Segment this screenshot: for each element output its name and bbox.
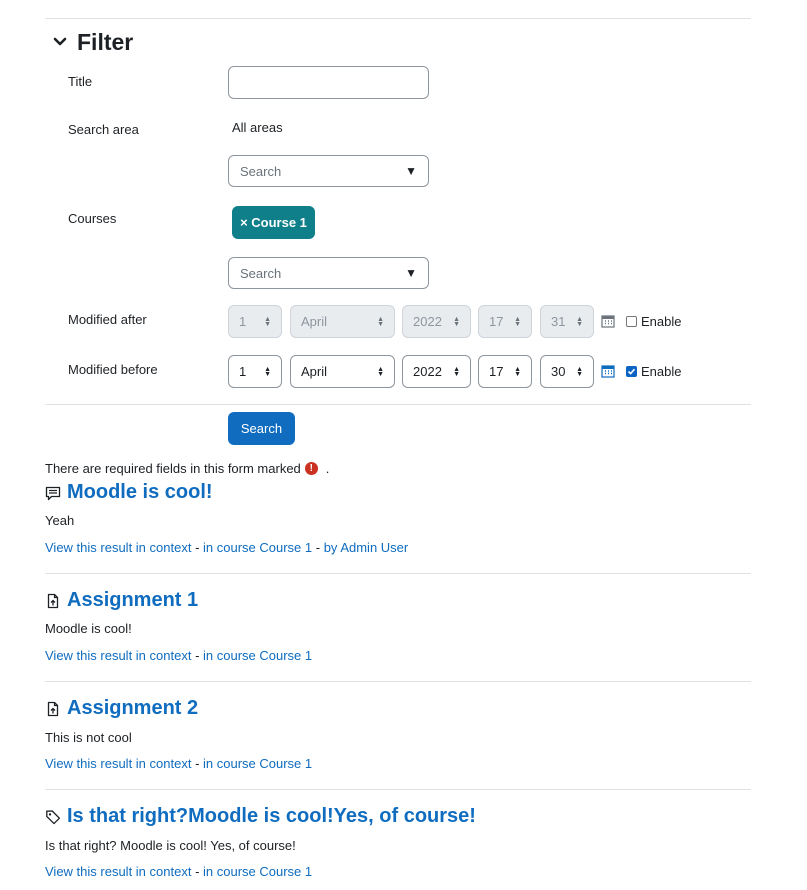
courses-autocomplete[interactable] (228, 257, 429, 289)
select-value: 2022 (413, 314, 442, 329)
filter-heading: Filter (77, 28, 134, 55)
separator: - (191, 648, 204, 663)
select-value: April (301, 314, 328, 329)
author-link[interactable]: by Admin User (323, 540, 409, 555)
modified-after-year-select[interactable] (402, 305, 471, 338)
search-area-autocomplete[interactable] (228, 155, 429, 187)
result-divider (45, 573, 751, 574)
result-meta (45, 864, 312, 879)
result-title-link[interactable]: Assignment 1 (67, 589, 199, 611)
view-in-context-link[interactable]: View this result in context (45, 756, 192, 771)
search-area-value: All areas (232, 120, 283, 135)
updown-icon: ▲ ▼ (514, 315, 521, 328)
result-meta (45, 648, 312, 663)
modified-after-label: Modified after (68, 312, 147, 327)
select-value: April (301, 364, 328, 379)
separator: - (191, 864, 204, 879)
calendar-icon[interactable] (601, 364, 615, 378)
updown-icon: ▲ ▼ (377, 365, 384, 378)
courses-label: Courses (68, 211, 117, 226)
select-value: 31 (551, 314, 566, 329)
assignment-icon (45, 701, 61, 717)
result-meta (45, 540, 408, 555)
select-value: 17 (489, 314, 504, 329)
result-divider (45, 789, 751, 790)
separator: - (312, 540, 324, 555)
course-link[interactable]: in course Course 1 (203, 648, 313, 663)
result-title-link[interactable]: Assignment 2 (67, 697, 199, 719)
checkmark-icon (627, 367, 636, 376)
select-value: 1 (239, 314, 247, 329)
modified-after-enable-checkbox[interactable] (626, 316, 637, 327)
result-title-row (45, 697, 198, 720)
updown-icon: ▲ ▼ (264, 315, 271, 328)
updown-icon: ▲ ▼ (576, 315, 583, 328)
top-divider (45, 18, 751, 19)
chevron-down-icon[interactable] (45, 27, 75, 57)
assignment-icon (45, 593, 61, 609)
modified-after-day-select[interactable] (228, 305, 282, 338)
filter-section-header[interactable] (45, 26, 133, 58)
updown-icon: ▲ ▼ (377, 315, 384, 328)
course-chip[interactable]: × Course 1 (232, 206, 315, 239)
select-value: 17 (489, 364, 504, 379)
modified-before-enable-checkbox[interactable] (626, 366, 637, 377)
separator: - (191, 540, 204, 555)
result-meta (45, 756, 312, 771)
forum-post-icon (45, 485, 61, 501)
title-input[interactable] (228, 66, 429, 99)
result-title-link[interactable]: Is that right?Moodle is cool!Yes, of course! (67, 805, 476, 827)
search-area-label: Search area (68, 122, 139, 137)
tag-icon (45, 809, 61, 825)
dropdown-arrow-icon[interactable]: ▼ (405, 266, 417, 280)
view-in-context-link[interactable]: View this result in context (45, 540, 192, 555)
result-divider (45, 681, 751, 682)
result-snippet: Yeah (45, 513, 75, 528)
course-link[interactable]: in course Course 1 (203, 756, 313, 771)
select-value: 1 (239, 364, 247, 379)
result-title-link[interactable]: Moodle is cool! (67, 481, 213, 503)
modified-after-month-select[interactable] (290, 305, 395, 338)
modified-after-hour-select[interactable] (478, 305, 532, 338)
result-snippet: This is not cool (45, 730, 132, 745)
calendar-icon[interactable] (601, 314, 615, 328)
modified-before-label: Modified before (68, 362, 158, 377)
search-button[interactable]: Search (228, 412, 295, 445)
form-divider (45, 404, 751, 405)
required-note-suffix: . (325, 461, 330, 476)
courses-placeholder: Search (240, 265, 282, 281)
select-value: 30 (551, 364, 566, 379)
modified-before-hour-select[interactable] (478, 355, 532, 388)
modified-before-day-select[interactable] (228, 355, 282, 388)
separator: - (191, 756, 204, 771)
course-link[interactable]: in course Course 1 (203, 540, 313, 555)
result-title-row (45, 481, 213, 504)
required-fields-note (45, 461, 329, 476)
updown-icon: ▲ ▼ (514, 365, 521, 378)
required-icon: ! (305, 462, 318, 475)
required-note-text: There are required fields in this form marked (45, 461, 301, 476)
result-snippet: Is that right? Moodle is cool! Yes, of course! (45, 838, 296, 853)
modified-before-month-select[interactable] (290, 355, 395, 388)
updown-icon: ▲ ▼ (453, 315, 460, 328)
modified-after-enable-label[interactable]: Enable (641, 314, 682, 329)
view-in-context-link[interactable]: View this result in context (45, 648, 192, 663)
modified-before-enable-label[interactable]: Enable (641, 364, 682, 379)
result-title-row (45, 805, 476, 828)
result-snippet: Moodle is cool! (45, 621, 132, 636)
result-title-row (45, 589, 198, 612)
select-value: 2022 (413, 364, 442, 379)
search-area-placeholder: Search (240, 163, 282, 179)
updown-icon: ▲ ▼ (453, 365, 460, 378)
title-label: Title (68, 74, 93, 89)
course-link[interactable]: in course Course 1 (203, 864, 313, 879)
modified-before-year-select[interactable] (402, 355, 471, 388)
modified-after-minute-select[interactable] (540, 305, 594, 338)
updown-icon: ▲ ▼ (264, 365, 271, 378)
modified-before-minute-select[interactable] (540, 355, 594, 388)
updown-icon: ▲ ▼ (576, 365, 583, 378)
dropdown-arrow-icon[interactable]: ▼ (405, 164, 417, 178)
view-in-context-link[interactable]: View this result in context (45, 864, 192, 879)
